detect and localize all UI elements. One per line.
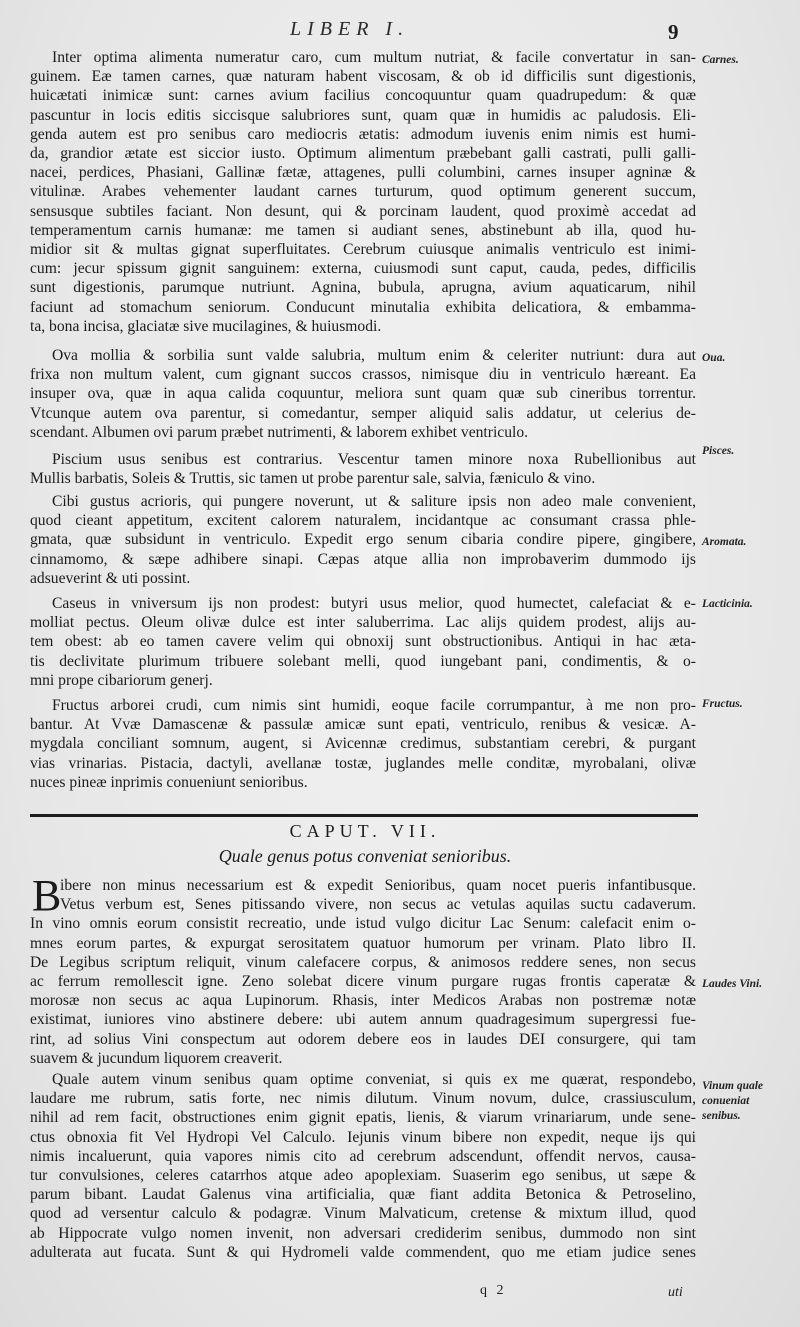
text-line: adulterata aut fucata. Sunt & qui Hydromeli valde commendent, quo me etiam judice senes: [30, 1243, 696, 1261]
text-line: Inter optima alimenta numeratur caro, cum multum nutriat, & facile convertatur in san-: [52, 49, 696, 66]
text-line: pascuntur in locis editis siccisque salubriores sunt, quam quæ in humidis ac paludosis. Eli-: [30, 106, 696, 124]
section-divider: [30, 814, 698, 817]
chapter-subtitle: Quale genus potus conveniat senioribus.: [218, 846, 512, 866]
text-line: scendant. Albumen ovi parum præbet nutrimenti, & laborem exhibet ventriculo.: [30, 423, 529, 441]
text-line: Fructus arborei crudi, cum nimis sint humidi, eoque facile corrumpantur, à me non pro-: [52, 697, 696, 714]
text-line: ta, bona incisa, glaciatæ sive mucilagines, & huiusmodi.: [30, 317, 382, 335]
text-line: mnes eorum partes, & expurgat serositatem quatuor humorum per vrinam. Plato libro II.: [30, 934, 696, 952]
drop-cap: B: [32, 871, 62, 920]
text-line: rint, ad solius Vini conspectum aut odorem debere eos in laudes DEI consurgere, qui tam: [30, 1030, 696, 1048]
text-line: Vetus verbum est, Senes pitissando vivere, non secus ac vetulas aquilas suctu cadaverum.: [60, 896, 696, 914]
text-line: huicætati inimicæ sunt: carnes avium facilius concoquuntur quam quadrupedum: & quæ: [30, 87, 696, 105]
text-line: Cibi gustus acrioris, qui pungere noverunt, ut & saliture ipsis non adeo male convenient,: [52, 493, 696, 510]
margin-note-vinum-line1: Vinum quale: [702, 1080, 764, 1092]
text-line: frixa non multum valent, cum gignant succos crassos, nimisque diu in ventriculo hæreant. Ea: [30, 366, 696, 384]
margin-note-laudes-vini: Laudes Vini.: [702, 978, 763, 990]
text-line: existimat, iuniores vino abstinere debere: ubi autem annum quadragesimum supergressi fue-: [30, 1011, 696, 1029]
paragraph-vinum-quale: [30, 1070, 696, 1262]
text-line: vitulinæ. Arabes vehementer laudant carnes turturum, quod optimum generent succum,: [30, 183, 696, 201]
margin-note-lacticinia: Lacticinia.: [702, 598, 753, 610]
text-line: adsueverint & uti possint.: [30, 569, 191, 587]
text-line: In vino omnis eorum consistit recreatio, unde istud vulgo dicitur Lac Senum: calefacit enim o-: [30, 915, 696, 933]
text-line: quod cieant appetitum, excitent calorem naturalem, incidantque ac consumant crassa phle-: [30, 512, 696, 530]
chapter-heading: CAPUT. VII.: [289, 821, 441, 841]
text-line: De Legibus scriptum reliquit, vinum calefacere corpus, & animosos reddere senes, non secus: [30, 953, 696, 971]
text-line: Ova mollia & sorbilia sunt valde salubria, multum enim & celeriter nutriunt: dura aut: [52, 347, 696, 364]
text-line: parum bibant. Laudat Galenus vina artificialia, quæ fiant addita Betonica & Petroselino,: [30, 1186, 696, 1204]
text-line: Quale autem vinum senibus quam optime conveniat, si quis ex me quærat, respondebo,: [52, 1071, 696, 1088]
text-line: nacei, perdices, Phasiani, Gallinæ fætæ, attagenes, pulli columbini, carnes insuper agninæ &: [30, 164, 696, 182]
text-line: morosæ non secus ac aqua Lupinorum. Rhasis, inter Medicos Arabas non postremæ notæ: [30, 992, 696, 1010]
text-line: mni prope cibariorum generj.: [30, 671, 213, 689]
text-line: cinnamomo, & sæpe adhibere sinapi. Cæpas atque allia non improbaverim dummodo ijs: [30, 550, 696, 568]
text-line: tem obest: ab eo tamen cavere velim qui obnoxij sunt obstructionibus. Antiqui in hac æta-: [30, 633, 696, 651]
running-title: LIBER I.: [290, 18, 410, 40]
margin-note-carnes: Carnes.: [702, 54, 739, 66]
text-line: Mullis barbatis, Soleis & Truttis, sic tamen ut probe parentur sale, salvia, fæniculo & vino.: [30, 470, 596, 488]
margin-note-vinum-line3: senibus.: [702, 1110, 741, 1122]
text-line: Caseus in vniversum ijs non prodest: butyri usus melior, quod humectet, calefaciat & e-: [52, 595, 696, 612]
paragraph-ova: [30, 346, 696, 442]
text-line: insuper ova, quæ in aqua calida coquuntur, meliora sunt quam quæ sub cineribus torrentur.: [30, 385, 696, 403]
text-line: tur convulsiones, celeres catarrhos atque adeo apoplexiam. Suaserim ego senibus, ut sæpe &: [30, 1167, 696, 1185]
text-line: vias vrinarias. Pistacia, dactyli, avellanæ tostæ, juglandes melle conditæ, myrobalani, olivæ: [30, 754, 696, 772]
text-line: ibere non minus necessarium est & expedit Senioribus, quam nocet pueris infantibusque.: [60, 877, 696, 894]
paragraph-pisces: [30, 450, 696, 488]
text-line: gmata, quæ subsidunt in ventriculo. Expedit ergo senum cibaria condire pipere, gingibere,: [30, 531, 696, 549]
text-line: nuces pineæ inprimis conueniunt senioribus.: [30, 773, 308, 791]
text-line: Vtcunque autem ova parentur, si comedantur, semper aliquid salis addatur, ut celerius de-: [30, 404, 696, 422]
catchword: uti: [668, 1285, 683, 1300]
text-line: mygdala conciliant somnum, augent, si Avicennæ credimus, substantiam cerebri, & purgant: [30, 735, 696, 753]
page-number: 9: [668, 20, 679, 44]
text-line: da, grandior ætate est siccior iusto. Optimum alimentum præbebant galli castrati, pulli galli-: [30, 145, 696, 163]
text-line: faciunt ad stomachum seniorum. Conducunt minutalia exhibita delicatiora, & embamma-: [30, 298, 696, 316]
text-line: temperamentum carnis humanæ: me tamen si audiant senes, abstinebunt ab illa, quod hu-: [30, 221, 696, 239]
text-line: suavem & jucundum liquorem creaverit.: [30, 1049, 283, 1067]
text-line: quod ad versentur calculo & podagræ. Vinum Malvaticum, cretense & mixtum illud, quod: [30, 1205, 696, 1223]
text-line: genda autem est pro senibus caro mediocris ætatis: admodum iuvenis enim nimis est humi-: [30, 125, 696, 143]
text-line: sensusque subtiles faciant. Non desunt, qui & porcinam laudent, quod proximè accedat ad: [30, 202, 696, 220]
paragraph-aromata: [30, 492, 696, 588]
margin-note-pisces: Pisces.: [702, 445, 735, 457]
paragraph-vinum-intro: [30, 871, 696, 1068]
margin-note-aromata: Aromata.: [702, 536, 747, 548]
text-line: tis declivitate plurimum tribuere solebant melli, quod iungebant pani, condimentis, & o-: [30, 652, 696, 670]
text-line: nimis incaluerunt, quia vapores nimis cito ad cerebrum adscendunt, offendit nervos, causa-: [30, 1147, 696, 1165]
text-line: midior sit & multas gignat superfluitates. Cerebrum cuiusque animalis ventriculo est inimi-: [30, 241, 696, 259]
signature-mark: q 2: [480, 1283, 507, 1298]
text-line: guinem. Eæ tamen carnes, quæ naturam habent viscosam, & ob id difficilis sunt digestionis,: [30, 68, 696, 86]
paragraph-lacticinia: [30, 594, 696, 690]
margin-note-ova: Oua.: [702, 352, 726, 364]
text-line: nihil ad rem facit, obstructiones enim gignit epatis, lienis, & viarum vrinariarum, unde sene-: [30, 1109, 696, 1127]
text-line: sunt digestionis, parumque nutriunt. Agnina, bubula, aprugna, avium aquaticarum, nihil: [30, 279, 696, 297]
text-line: laudare me rubrum, satis forte, nec nimis dilutum. Vinum novum, dulce, crassiusculum,: [30, 1090, 696, 1108]
text-line: bantur. At Vvæ Damascenæ & passulæ amicæ sunt epati, ventriculo, renibus & vesicæ. A-: [30, 716, 696, 734]
text-line: molliat pectus. Oleum olivæ dulce est inter saluberrima. Lac alijs quidem prodest, alijs au-: [30, 614, 696, 632]
page-header: [0, 14, 800, 44]
text-line: cum: jecur spissum gignit sanguinem: externa, cuiusmodi sunt caput, cauda, pedes, difficilis: [30, 260, 696, 278]
text-line: ctus obnoxia fit Vel Hydropi Vel Calculo. Iejunis vinum bibere non expedit, neque ijs qui: [30, 1128, 696, 1146]
text-line: Piscium usus senibus est contrarius. Vescentur tamen minore noxa Rubellionibus aut: [52, 451, 696, 468]
margin-note-fructus: Fructus.: [702, 698, 743, 710]
text-line: ab Hippocrate vulgo nomen invenit, non adversari crediderim senibus, dummodo non sint: [30, 1224, 696, 1242]
paragraph-fructus: [30, 696, 696, 792]
text-line: ac ferrum remollescit igne. Zeno solebat dicere vinum purgare rugas frontis caperatæ &: [30, 973, 696, 991]
paragraph-carnes: [30, 48, 696, 336]
margin-note-vinum-line2: conueniat: [702, 1095, 750, 1107]
